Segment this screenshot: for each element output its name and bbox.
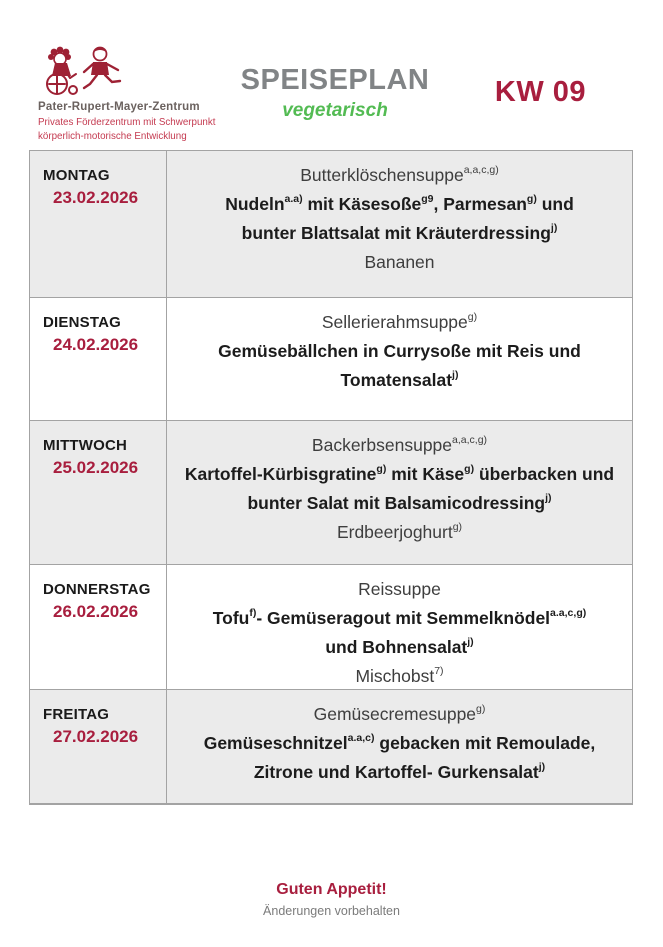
day-name: DIENSTAG — [43, 314, 121, 331]
menu-cell — [167, 151, 632, 297]
menu-line: Tomatensalat$^{j)}$ — [340, 369, 459, 390]
allergen-superscript: g) — [452, 521, 463, 534]
allergen-superscript: j) — [550, 222, 558, 235]
allergen-superscript: g) — [467, 311, 478, 324]
menu-line: Mischobst$^{7)}$ — [355, 665, 444, 686]
footer-note: Änderungen vorbehalten — [263, 904, 400, 918]
menu-line: Gemüsebällchen in Currysoße mit Reis und — [218, 341, 581, 361]
footer — [0, 881, 663, 918]
children-logo-icon — [40, 44, 132, 98]
menu-line: Zitrone und Kartoffel- Gurkensalat$^{j)}$ — [253, 761, 546, 782]
allergen-superscript: j) — [538, 761, 546, 774]
allergen-superscript: g9 — [421, 193, 434, 206]
day-date: 23.02.2026 — [53, 188, 139, 207]
menu-table — [29, 150, 633, 805]
footer-message: Guten Appetit! — [276, 881, 387, 898]
day-cell — [30, 421, 167, 564]
day-cell — [30, 151, 167, 297]
day-date: 25.02.2026 — [53, 458, 139, 477]
menu-line: Nudeln$^{a.a)}$ mit Käsesoße$^{g9}$, Parmesan$^{g)}$ und — [225, 193, 574, 214]
menu-line: bunter Salat mit Balsamicodressing$^{j)}$ — [247, 492, 552, 513]
day-date: 24.02.2026 — [53, 335, 139, 354]
day-date: 27.02.2026 — [53, 727, 139, 746]
menu-cell — [167, 421, 632, 564]
day-date: 26.02.2026 — [53, 602, 139, 621]
allergen-superscript: g) — [526, 193, 537, 206]
menu-line: Gemüseschnitzel$^{a.a,c)}$ gebacken mit Remoulade, — [203, 732, 596, 753]
day-name: MONTAG — [43, 167, 110, 184]
allergen-superscript: a.a,c) — [347, 732, 375, 745]
org-name: Pater-Rupert-Mayer-Zentrum — [38, 101, 200, 113]
menu-line: Reissuppe — [358, 579, 441, 599]
day-name: FREITAG — [43, 706, 110, 723]
menu-line: und Bohnensalat$^{j)}$ — [325, 636, 474, 657]
allergen-superscript: a,a,c,g) — [452, 434, 488, 447]
menu-cell — [167, 690, 632, 803]
org-logo-block — [38, 44, 253, 143]
allergen-superscript: g) — [476, 703, 486, 716]
allergen-superscript: f) — [249, 607, 257, 620]
menu-line: Bananen — [364, 252, 435, 272]
menu-row — [30, 421, 632, 565]
day-cell — [30, 690, 167, 803]
menu-row — [30, 151, 632, 298]
menu-cell — [167, 565, 632, 689]
menu-row — [30, 690, 632, 803]
org-subtitle-line2: körperlich-motorische Entwicklung — [38, 130, 187, 142]
day-name: DONNERSTAG — [43, 581, 151, 598]
allergen-superscript: 7) — [434, 665, 444, 678]
page-subtitle: vegetarisch — [282, 100, 388, 121]
allergen-superscript: j) — [467, 636, 474, 649]
allergen-superscript: j) — [452, 369, 459, 382]
menu-line: Kartoffel-Kürbisgratine$^{g)}$ mit Käse$^{g)}$ überbacken und — [184, 463, 615, 484]
menu-line: Backerbsensuppe$^{a,a,c,g)}$ — [311, 434, 488, 455]
day-cell — [30, 298, 167, 420]
day-cell — [30, 565, 167, 689]
menu-line: Tofu$^{f)}$- Gemüseragout mit Semmelknödel$^{a.a,c,g)}$ — [212, 607, 587, 628]
allergen-superscript: g) — [376, 463, 387, 476]
allergen-superscript: a,a,c,g) — [463, 164, 499, 177]
menu-line: Butterklöschensuppe$^{a,a,c,g)}$ — [300, 164, 499, 185]
menu-line: Sellerierahmsuppe$^{g)}$ — [321, 311, 478, 332]
allergen-superscript: a.a) — [284, 193, 303, 206]
org-subtitle-line1: Privates Förderzentrum mit Schwerpunkt — [38, 117, 216, 128]
menu-row — [30, 565, 632, 690]
day-name: MITTWOCH — [43, 437, 128, 454]
menu-line: bunter Blattsalat mit Kräuterdressing$^{j)}$ — [241, 222, 558, 243]
allergen-superscript: j) — [545, 492, 552, 505]
page-title: SPEISEPLAN — [240, 64, 430, 96]
org-subtitle — [38, 116, 253, 143]
menu-cell — [167, 298, 632, 420]
menu-line: Erdbeerjoghurt$^{g)}$ — [336, 521, 463, 542]
title-block — [225, 64, 445, 122]
calendar-week-label: KW 09 — [494, 76, 587, 108]
allergen-superscript: g) — [464, 463, 475, 476]
allergen-superscript: a.a,c,g) — [550, 607, 587, 620]
menu-row — [30, 298, 632, 421]
menu-line: Gemüsecremesuppe$^{g)}$ — [313, 703, 486, 724]
